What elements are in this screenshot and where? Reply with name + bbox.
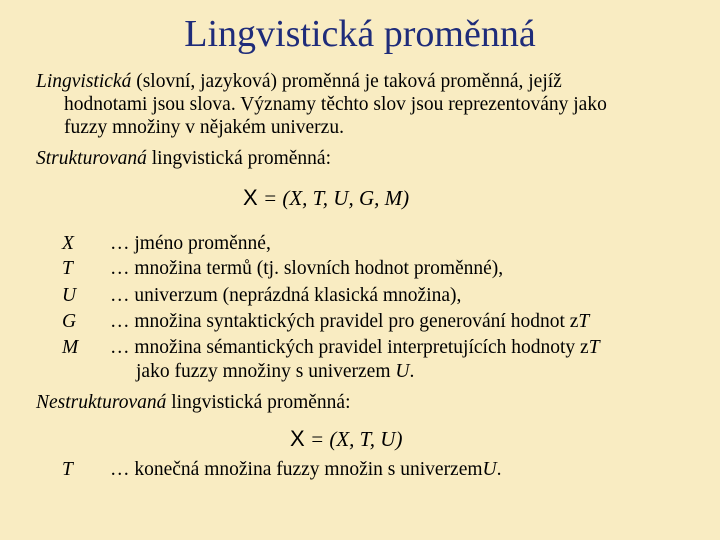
definition-text: … univerzum (neprázdná klasická množina),: [110, 285, 462, 306]
definition-letter: G: [62, 311, 77, 332]
final-definition-row: [62, 458, 502, 481]
formula-unstructured-rhs: = (X, T, U): [309, 427, 403, 451]
intro-term: Lingvistická: [36, 71, 132, 92]
definition-letter: T: [62, 459, 73, 480]
unstructured-term: Nestrukturovaná: [36, 392, 167, 413]
definition-end: .: [496, 459, 502, 480]
definition-tail: T: [588, 337, 600, 358]
continuation-text: jako fuzzy množiny s univerzem: [136, 361, 396, 382]
continuation-tail: U: [395, 361, 410, 382]
definition-row: [62, 336, 600, 359]
formula-unstructured-symbol: X: [290, 426, 305, 451]
definition-letter: T: [62, 258, 73, 279]
intro-line3: fuzzy množiny v nějakém univerzu.: [64, 117, 344, 138]
definition-letter: U: [62, 285, 77, 306]
definition-row: [62, 232, 271, 255]
unstructured-heading: [36, 391, 696, 414]
formula-structured-rhs: = (X, T, U, G, M): [262, 186, 410, 210]
definition-text: … množina termů (tj. slovních hodnot proměnné),: [110, 258, 504, 279]
definition-text: … konečná množina fuzzy množin s univerzem: [110, 459, 483, 480]
structured-rest: lingvistická proměnná:: [146, 148, 331, 169]
slide-title: Lingvistická proměnná: [184, 13, 536, 55]
continuation-end: .: [409, 361, 415, 382]
definition-row: [62, 310, 589, 333]
definition-letter: X: [62, 233, 74, 254]
definition-text: … množina sémantických pravidel interpretujících hodnoty z: [110, 337, 589, 358]
formula-unstructured: [290, 426, 402, 452]
definition-tail: U: [482, 459, 497, 480]
intro-line2: hodnotami jsou slova. Významy těchto slov jsou reprezentovány jako: [64, 94, 607, 115]
unstructured-rest: lingvistická proměnná:: [166, 392, 351, 413]
intro-line1: (slovní, jazyková) proměnná je taková proměnná, jejíž: [131, 71, 562, 92]
structured-term: Strukturovaná: [36, 148, 147, 169]
intro-paragraph: [36, 70, 696, 139]
formula-structured-symbol: X: [243, 185, 258, 210]
definition-text: … jméno proměnné,: [110, 233, 271, 254]
definition-text: … množina syntaktických pravidel pro generování hodnot z: [110, 311, 579, 332]
definition-row: [62, 257, 503, 280]
definition-letter: M: [62, 337, 79, 358]
formula-structured: [243, 185, 409, 211]
structured-heading: [36, 147, 696, 170]
definition-continuation: [136, 361, 414, 383]
definition-tail: T: [578, 311, 590, 332]
definition-row: [62, 284, 461, 307]
